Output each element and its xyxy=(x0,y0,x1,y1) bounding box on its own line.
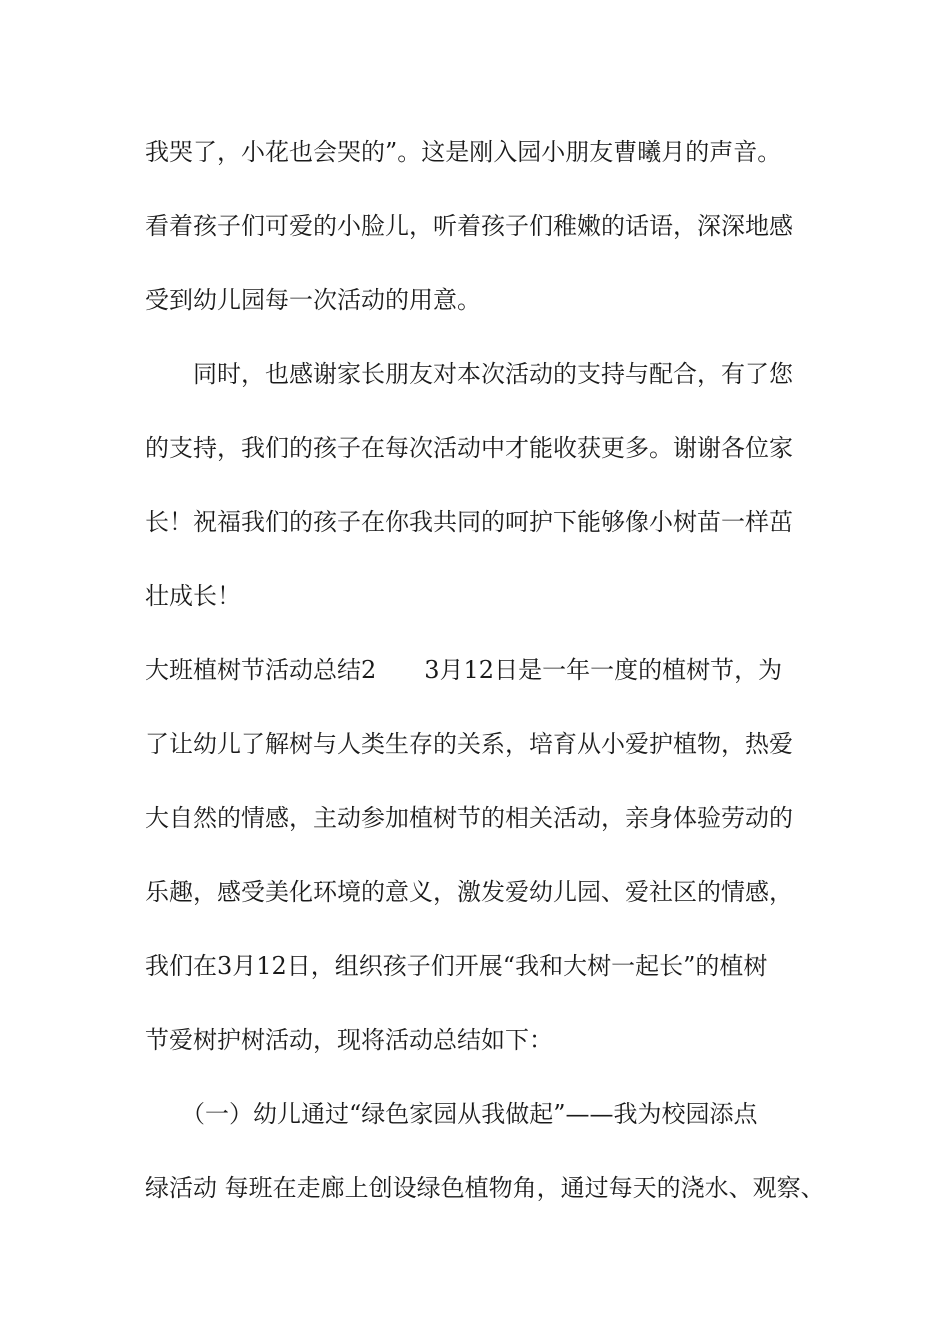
section-heading-line: 大班植树节活动总结2 3月12日是一年一度的植树节，为 xyxy=(145,656,783,684)
paragraph-line: 了让幼儿了解树与人类生存的关系，培育从小爱护植物，热爱 xyxy=(145,730,793,758)
paragraph-line: 绿活动 每班在走廊上创设绿色植物角，通过每天的浇水、观察、 xyxy=(145,1174,825,1202)
paragraph-line: 的支持，我们的孩子在每次活动中才能收获更多。谢谢各位家 xyxy=(145,434,793,462)
paragraph-line: 长！祝福我们的孩子在你我共同的呵护下能够像小树苗一样茁 xyxy=(145,508,793,536)
paragraph-line: 我哭了，小花也会哭的”。这是刚入园小朋友曹曦月的声音。 xyxy=(145,138,782,166)
paragraph-line: 大自然的情感，主动参加植树节的相关活动，亲身体验劳动的 xyxy=(145,804,793,832)
paragraph-line: 节爱树护树活动，现将活动总结如下： xyxy=(145,1026,553,1054)
paragraph-line: 壮成长！ xyxy=(145,582,241,610)
paragraph-line: 同时，也感谢家长朋友对本次活动的支持与配合，有了您 xyxy=(145,360,793,388)
paragraph-line: 我们在3月12日，组织孩子们开展“我和大树一起长”的植树 xyxy=(145,952,768,980)
paragraph-line: （一）幼儿通过“绿色家园从我做起”——我为校园添点 xyxy=(145,1100,758,1128)
paragraph-line: 乐趣，感受美化环境的意义，激发爱幼儿园、爱社区的情感， xyxy=(145,878,793,906)
paragraph-line: 受到幼儿园每一次活动的用意。 xyxy=(145,286,481,314)
paragraph-line: 看着孩子们可爱的小脸儿，听着孩子们稚嫩的话语，深深地感 xyxy=(145,212,793,240)
